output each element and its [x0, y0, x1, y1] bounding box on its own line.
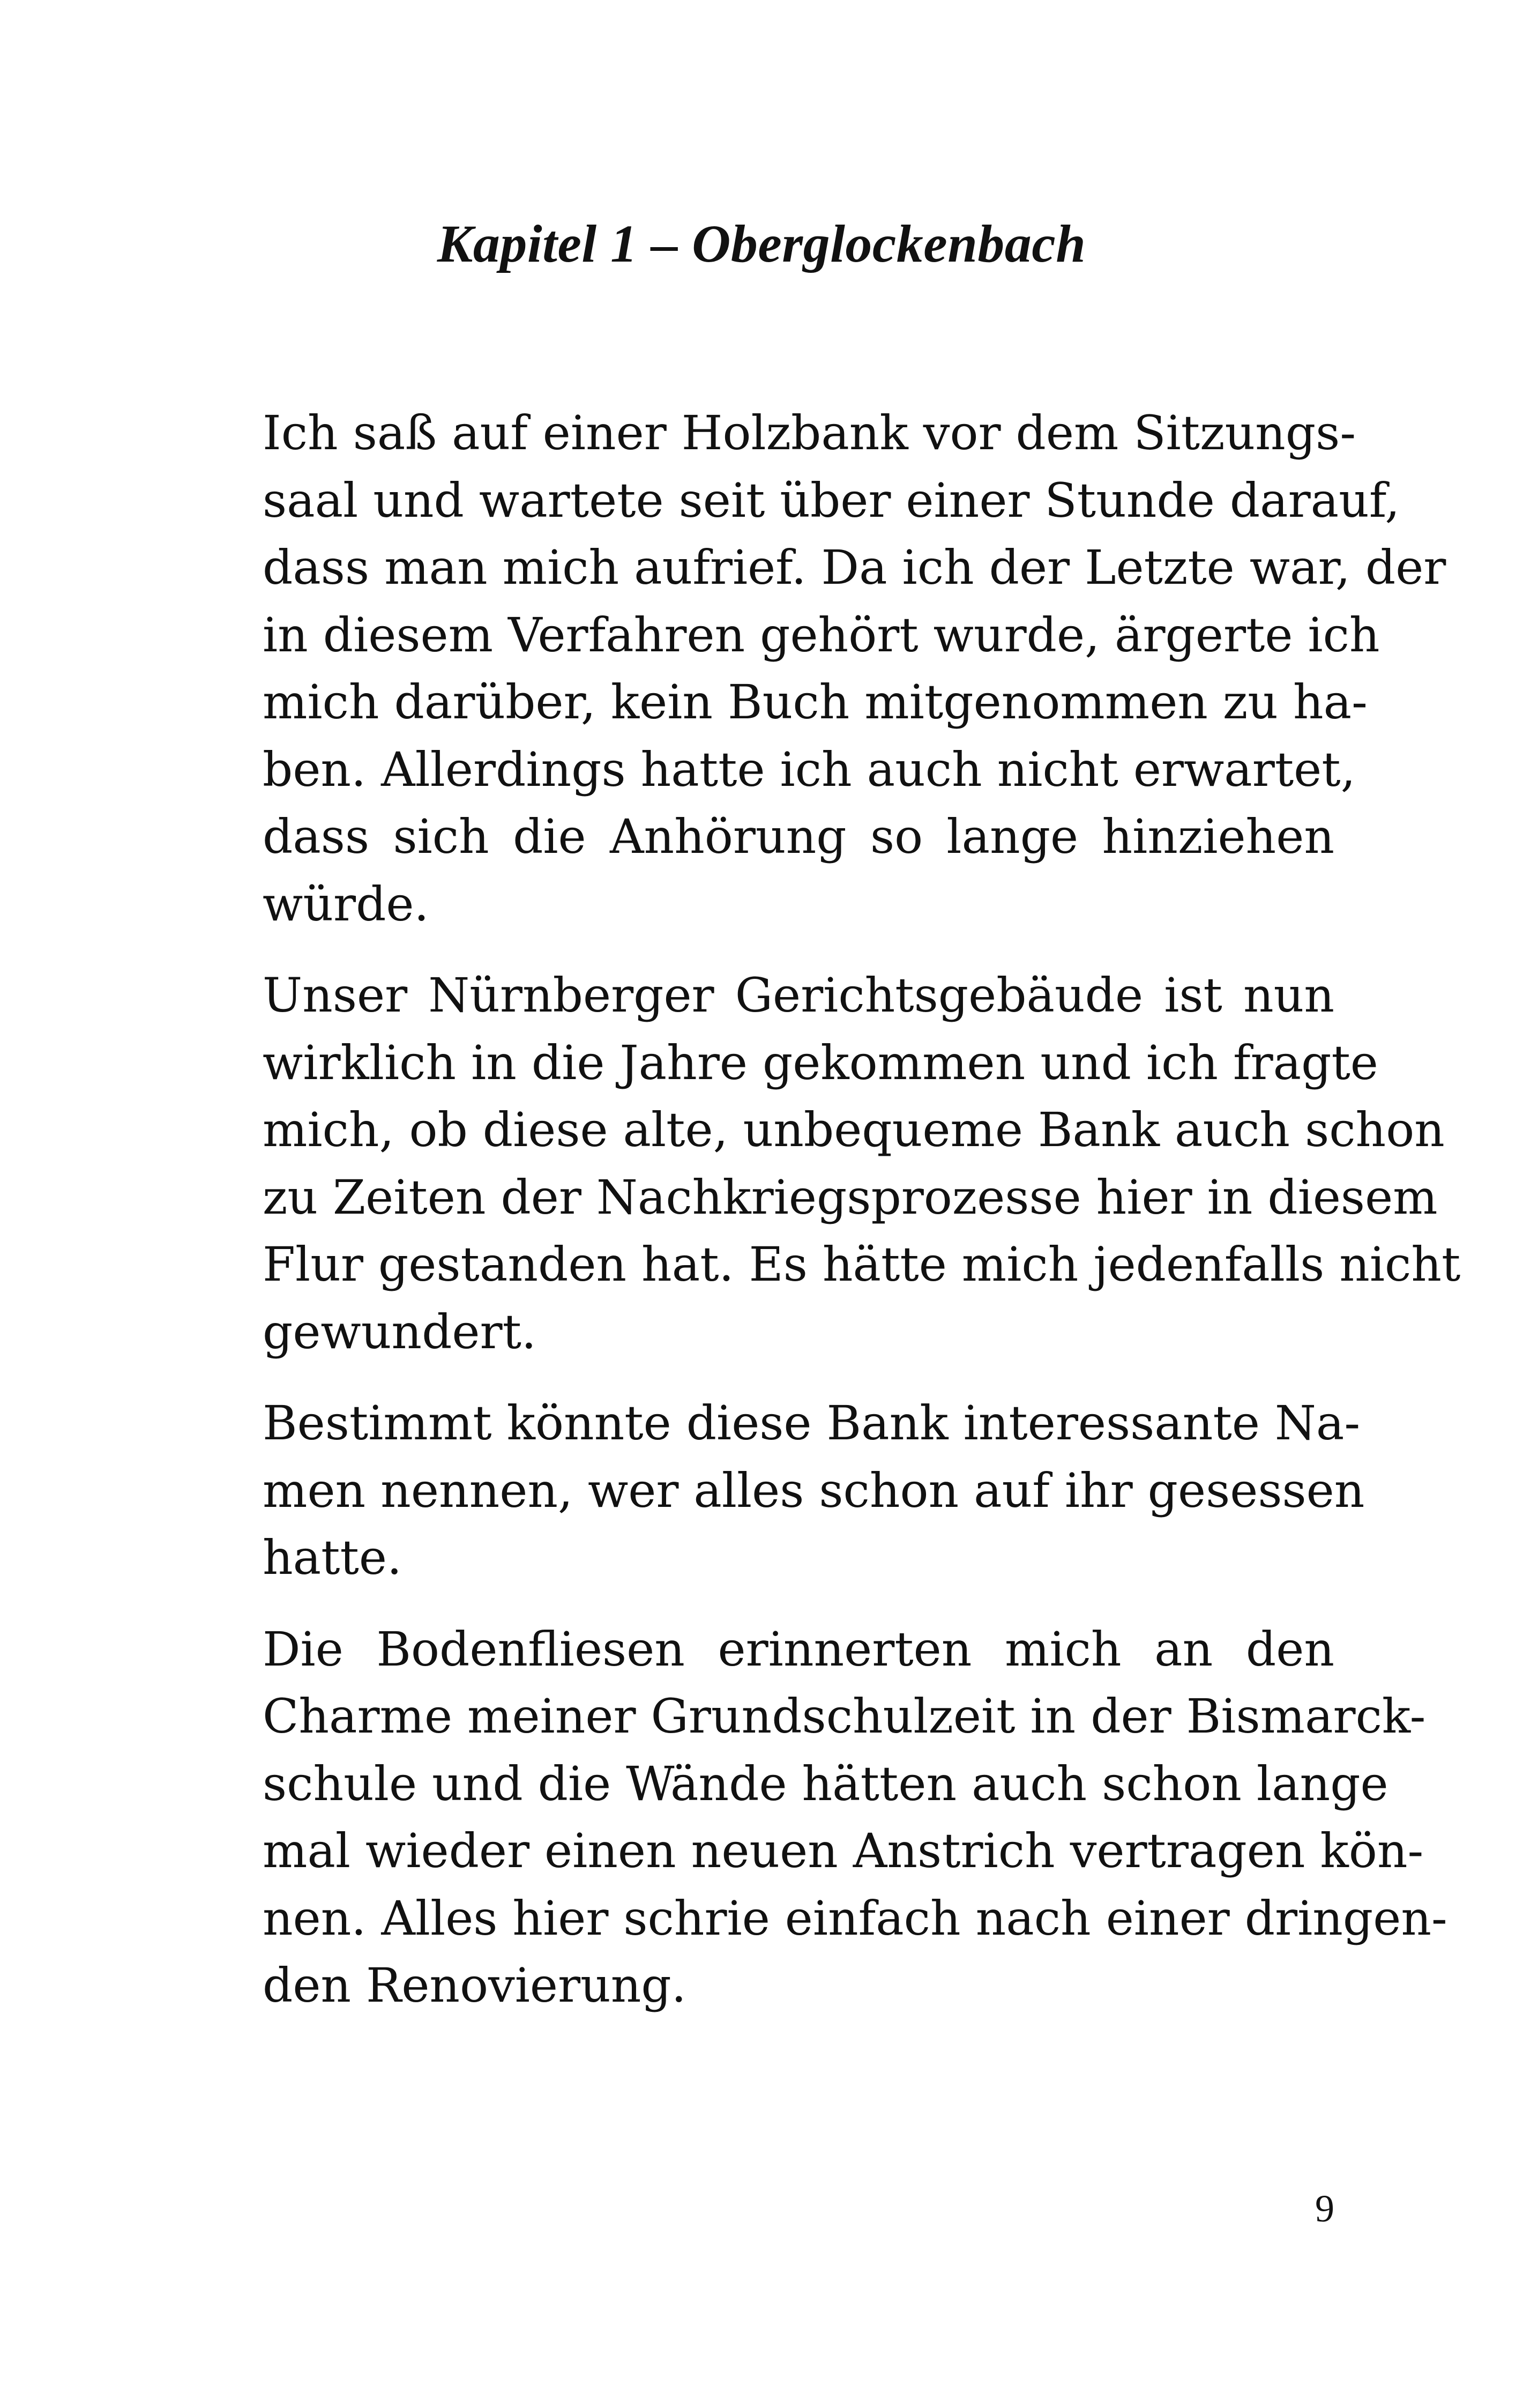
text-line: mal wieder einen neuen Anstrich vertragen kön-	[263, 1823, 1424, 1878]
text-line: den Renovierung.	[263, 1958, 686, 2013]
text-line: mich, ob diese alte, unbequeme Bank auch schon	[263, 1102, 1445, 1157]
chapter-title: Kapitel 1 – Oberglockenbach	[437, 214, 1086, 273]
paragraph-3	[197, 1389, 1365, 1592]
text-line: Ich saß auf einer Holzbank vor dem Sitzungs-	[263, 405, 1356, 460]
text-line: schule und die Wände hätten auch schon lange	[263, 1756, 1388, 1811]
text-line: men nennen, wer alles schon auf ihr gesessen	[263, 1462, 1365, 1518]
body-text	[197, 399, 1461, 2043]
paragraph-2	[197, 962, 1461, 1365]
text-line: Bestimmt könnte diese Bank interessante Na-	[263, 1395, 1361, 1451]
text-line: dass man mich aufrief. Da ich der Letzte war, der	[263, 540, 1446, 595]
text-line: mich darüber, kein Buch mitgenommen zu ha-	[263, 674, 1368, 730]
text-line: gewundert.	[263, 1304, 536, 1359]
text-line: Die Bodenfliesen erinnerten mich an den	[263, 1621, 1334, 1677]
text-line: saal und wartete seit über einer Stunde darauf,	[263, 472, 1400, 528]
text-line: dass sich die Anhörung so lange hinziehen	[263, 809, 1334, 864]
text-line: würde.	[263, 876, 429, 932]
text-line: Unser Nürnberger Gerichtsgebäude ist nun	[263, 968, 1334, 1023]
paragraph-4	[197, 1616, 1447, 2019]
text-line: Charme meiner Grundschulzeit in der Bismarck-	[263, 1689, 1426, 1744]
text-line: Flur gestanden hat. Es hätte mich jedenfalls nicht	[263, 1237, 1461, 1292]
text-line: nen. Alles hier schrie einfach nach einer dringen-	[263, 1890, 1447, 1946]
text-line: wirklich in die Jahre gekommen und ich fragte	[263, 1035, 1378, 1090]
text-line: in diesem Verfahren gehört wurde, ärgerte ich	[263, 607, 1380, 663]
page-number: 9	[1315, 2187, 1334, 2230]
text-line: ben. Allerdings hatte ich auch nicht erwartet,	[263, 741, 1356, 797]
text-line: zu Zeiten der Nachkriegsprozesse hier in diesem	[263, 1169, 1438, 1225]
paragraph-1	[197, 399, 1446, 938]
text-line: hatte.	[263, 1530, 402, 1585]
